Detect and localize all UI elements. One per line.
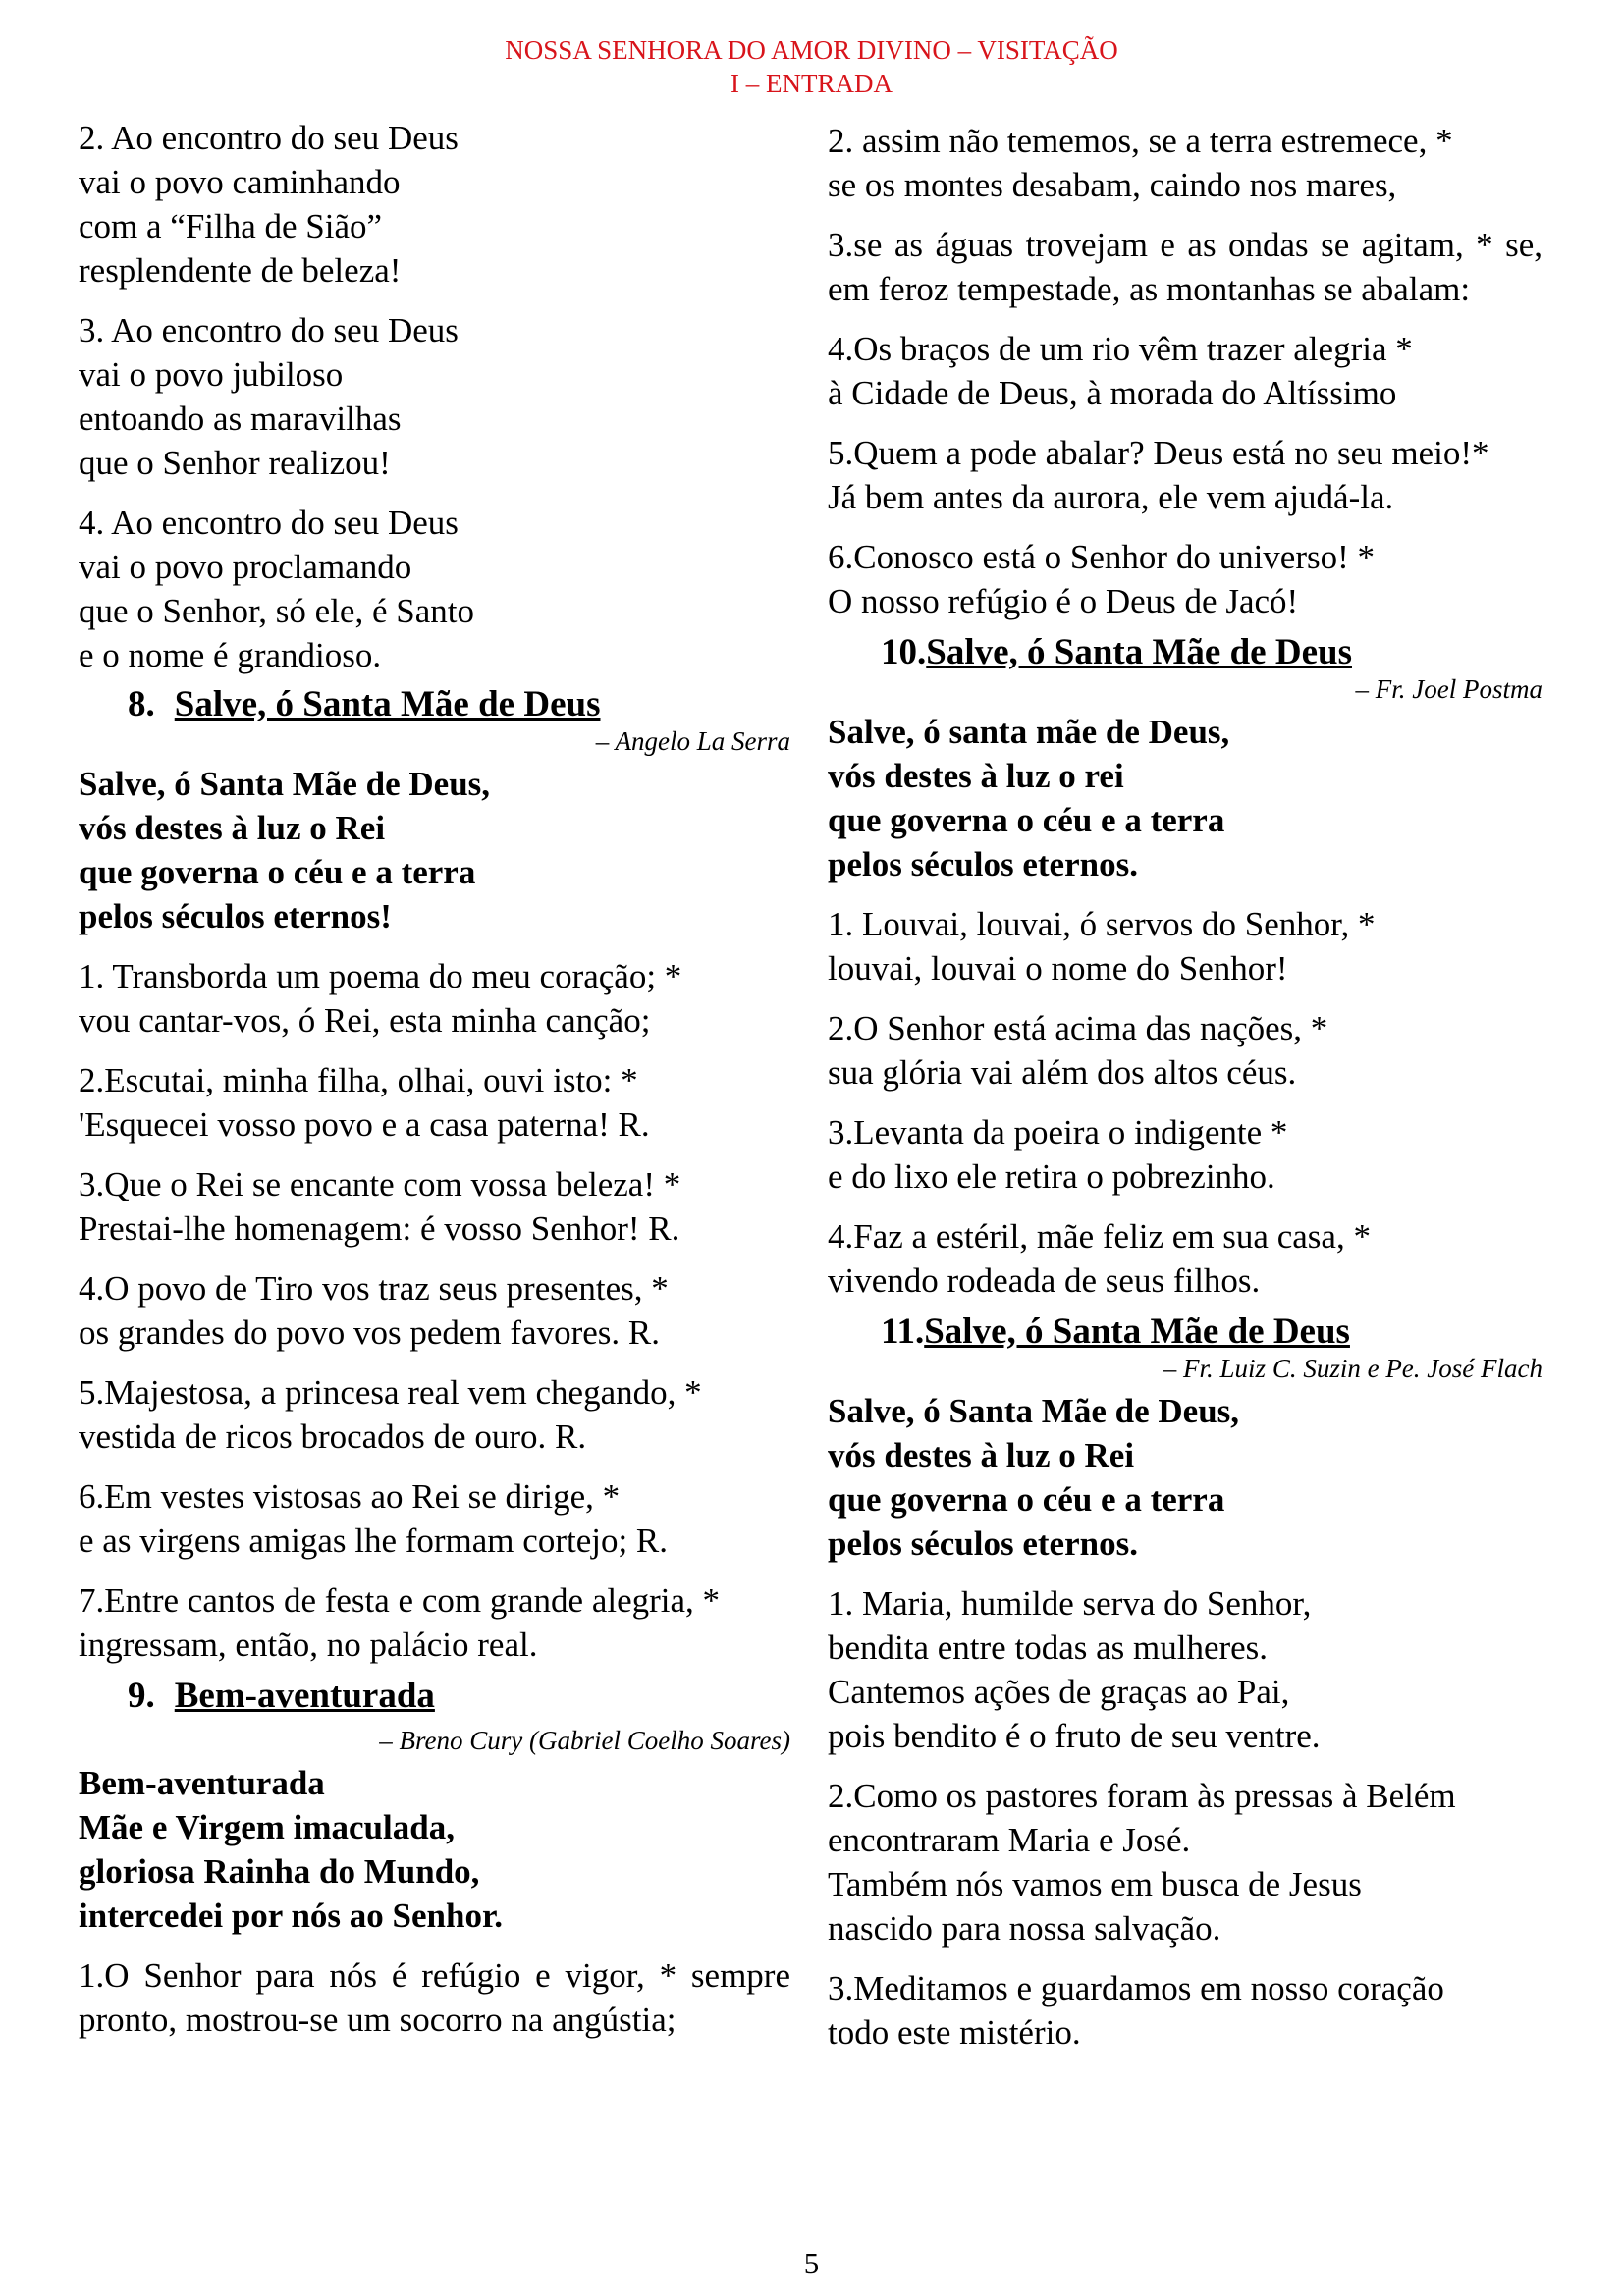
- verse-line: O nosso refúgio é o Deus de Jacó!: [828, 582, 1299, 620]
- verse-line: 1. Maria, humilde serva do Senhor,: [828, 1584, 1312, 1623]
- verse: [828, 119, 1542, 207]
- verse-line: Já bem antes da aurora, ele vem ajudá-la.: [828, 478, 1394, 516]
- verse-line: 2.O Senhor está acima das nações, *: [828, 1009, 1328, 1047]
- verse: [828, 1006, 1542, 1095]
- verse: [828, 431, 1542, 519]
- verse-line: 6.Em vestes vistosas ao Rei se dirige, *: [79, 1477, 621, 1516]
- verse-line: 3.Que o Rei se encante com vossa beleza! *: [79, 1165, 681, 1203]
- verse: [828, 1774, 1542, 1950]
- song-title: Salve, ó Santa Mãe de Deus: [926, 632, 1352, 672]
- stanza-line: 2. Ao encontro do seu Deus: [79, 119, 459, 157]
- stanza-line: e o nome é grandioso.: [79, 636, 382, 674]
- refrain-line: vós destes à luz o Rei: [828, 1436, 1135, 1474]
- verse: [79, 1474, 790, 1563]
- verse-line: 2. assim não tememos, se a terra estremece, *: [828, 122, 1453, 160]
- refrain-line: Salve, ó Santa Mãe de Deus,: [79, 765, 491, 803]
- verse: [828, 1110, 1542, 1199]
- song-title: Salve, ó Santa Mãe de Deus: [174, 684, 601, 724]
- verse-line: 1. Louvai, louvai, ó servos do Senhor, *: [828, 905, 1376, 943]
- song-heading: [828, 631, 1542, 674]
- verse: [828, 902, 1542, 990]
- verse: [79, 1266, 790, 1355]
- refrain-line: vós destes à luz o rei: [828, 757, 1124, 795]
- stanza-line: entoando as maravilhas: [79, 400, 402, 438]
- verse-line: pois bendito é o fruto de seu ventre.: [828, 1717, 1321, 1755]
- verse-line: Também nós vamos em busca de Jesus: [828, 1865, 1362, 1903]
- verse-line: encontraram Maria e José.: [828, 1821, 1191, 1859]
- verse-line: 4.Os braços de um rio vêm trazer alegria *: [828, 330, 1413, 368]
- stanza: [79, 501, 790, 677]
- verse: [828, 535, 1542, 623]
- refrain-line: que governa o céu e a terra: [79, 853, 476, 891]
- refrain-line: Bem-aventurada: [79, 1764, 325, 1802]
- stanza-line: 3. Ao encontro do seu Deus: [79, 311, 459, 349]
- song-author: – Fr. Luiz C. Suzin e Pe. José Flach: [1163, 1354, 1542, 1383]
- verse-line: todo este mistério.: [828, 2013, 1081, 2052]
- song-number: 10.: [881, 632, 927, 672]
- verse-line: 3.Meditamos e guardamos em nosso coração: [828, 1969, 1444, 2007]
- verse-line: 7.Entre cantos de festa e com grande alegria, *: [79, 1581, 721, 1620]
- verse: 1.O Senhor para nós é refúgio e vigor, * sempre pronto, mostrou-se um socorro na angústia;: [79, 1956, 790, 2039]
- verse-line: 5.Majestosa, a princesa real vem chegando, *: [79, 1373, 702, 1412]
- refrain-line: que governa o céu e a terra: [828, 1480, 1225, 1519]
- verse-line: 4.Faz a estéril, mãe feliz em sua casa, *: [828, 1217, 1371, 1255]
- refrain-line: gloriosa Rainha do Mundo,: [79, 1852, 480, 1891]
- refrain-line: Salve, ó Santa Mãe de Deus,: [828, 1392, 1240, 1430]
- refrain: [79, 1761, 790, 1938]
- verse-line: vestida de ricos brocados de ouro. R.: [79, 1417, 587, 1456]
- stanza: [79, 116, 790, 293]
- stanza-line: resplendente de beleza!: [79, 251, 402, 290]
- refrain-line: intercedei por nós ao Senhor.: [79, 1896, 504, 1935]
- refrain-line: vós destes à luz o Rei: [79, 809, 386, 847]
- stanza-line: vai o povo caminhando: [79, 163, 401, 201]
- verse: [828, 1581, 1542, 1758]
- stanza-line: vai o povo proclamando: [79, 548, 412, 586]
- stanza-line: 4. Ao encontro do seu Deus: [79, 504, 459, 542]
- stanza: [79, 308, 790, 485]
- stanza-line: que o Senhor realizou!: [79, 444, 391, 482]
- verse-line: Prestai-lhe homenagem: é vosso Senhor! R.: [79, 1209, 680, 1248]
- verse: [828, 1214, 1542, 1303]
- header-section: I – ENTRADA: [730, 69, 893, 98]
- left-column: [79, 116, 790, 2057]
- verse: [79, 1370, 790, 1459]
- verse: [79, 1058, 790, 1147]
- song-number: 11.: [881, 1311, 925, 1352]
- verse-line: à Cidade de Deus, à morada do Altíssimo: [828, 374, 1397, 412]
- verse-line: e as virgens amigas lhe formam cortejo; R.: [79, 1522, 669, 1560]
- refrain-line: Mãe e Virgem imaculada,: [79, 1808, 455, 1846]
- refrain: [828, 710, 1542, 886]
- song-number: 8.: [128, 684, 155, 724]
- verse-line: Cantemos ações de graças ao Pai,: [828, 1673, 1290, 1711]
- verse-line: e do lixo ele retira o pobrezinho.: [828, 1157, 1275, 1196]
- header-title: NOSSA SENHORA DO AMOR DIVINO – VISITAÇÃO: [505, 35, 1118, 65]
- verse: [79, 954, 790, 1042]
- song-heading: [79, 1675, 790, 1718]
- stanza-line: vai o povo jubiloso: [79, 355, 344, 394]
- refrain-line: Salve, ó santa mãe de Deus,: [828, 713, 1230, 751]
- refrain-line: pelos séculos eternos!: [79, 897, 392, 935]
- verse-line: vou cantar-vos, ó Rei, esta minha canção;: [79, 1001, 651, 1040]
- verse: [79, 1578, 790, 1667]
- verse-line: nascido para nossa salvação.: [828, 1909, 1221, 1948]
- verse-line: 3.Levanta da poeira o indigente *: [828, 1113, 1288, 1151]
- page-number: 5: [803, 2246, 820, 2280]
- verse-line: 2.Escutai, minha filha, olhai, ouvi isto: *: [79, 1061, 638, 1099]
- song-author: – Angelo La Serra: [595, 726, 790, 756]
- song-author: – Fr. Joel Postma: [1355, 674, 1542, 704]
- verse-line: 1. Transborda um poema do meu coração; *: [79, 957, 682, 995]
- verse-line: 4.O povo de Tiro vos traz seus presentes, *: [79, 1269, 669, 1308]
- verse-line: vivendo rodeada de seus filhos.: [828, 1261, 1261, 1300]
- verse-line: os grandes do povo vos pedem favores. R.: [79, 1313, 660, 1352]
- song-heading: [828, 1310, 1542, 1354]
- running-header: [0, 33, 1623, 100]
- stanza-line: com a “Filha de Sião”: [79, 207, 383, 245]
- verse-line: 'Esquecei vosso povo e a casa paterna! R.: [79, 1105, 650, 1144]
- song-title: Bem-aventurada: [174, 1676, 435, 1716]
- verse: [828, 1966, 1542, 2055]
- refrain-line: pelos séculos eternos.: [828, 1524, 1138, 1563]
- stanza-line: que o Senhor, só ele, é Santo: [79, 592, 474, 630]
- verse: [79, 1162, 790, 1251]
- refrain: [79, 762, 790, 938]
- verse: [828, 327, 1542, 415]
- song-author: – Breno Cury (Gabriel Coelho Soares): [379, 1726, 790, 1755]
- song-heading: [79, 683, 790, 726]
- verse-line: 6.Conosco está o Senhor do universo! *: [828, 538, 1376, 576]
- verse-line: louvai, louvai o nome do Senhor!: [828, 949, 1288, 988]
- verse-line: se os montes desabam, caindo nos mares,: [828, 166, 1397, 204]
- refrain-line: pelos séculos eternos.: [828, 845, 1138, 883]
- song-title: Salve, ó Santa Mãe de Deus: [924, 1311, 1350, 1352]
- song-number: 9.: [128, 1676, 155, 1716]
- verse-line: ingressam, então, no palácio real.: [79, 1626, 538, 1664]
- verse-line: 5.Quem a pode abalar? Deus está no seu meio!*: [828, 434, 1489, 472]
- verse-line: sua glória vai além dos altos céus.: [828, 1053, 1297, 1092]
- refrain-line: que governa o céu e a terra: [828, 801, 1225, 839]
- verse: 3.se as águas trovejam e as ondas se agitam, * se, em feroz tempestade, as montanhas se abalam:: [828, 226, 1542, 308]
- right-column: [828, 119, 1542, 2070]
- verse-line: bendita entre todas as mulheres.: [828, 1629, 1269, 1667]
- refrain: [828, 1389, 1542, 1566]
- verse-line: 2.Como os pastores foram às pressas à Belém: [828, 1777, 1456, 1815]
